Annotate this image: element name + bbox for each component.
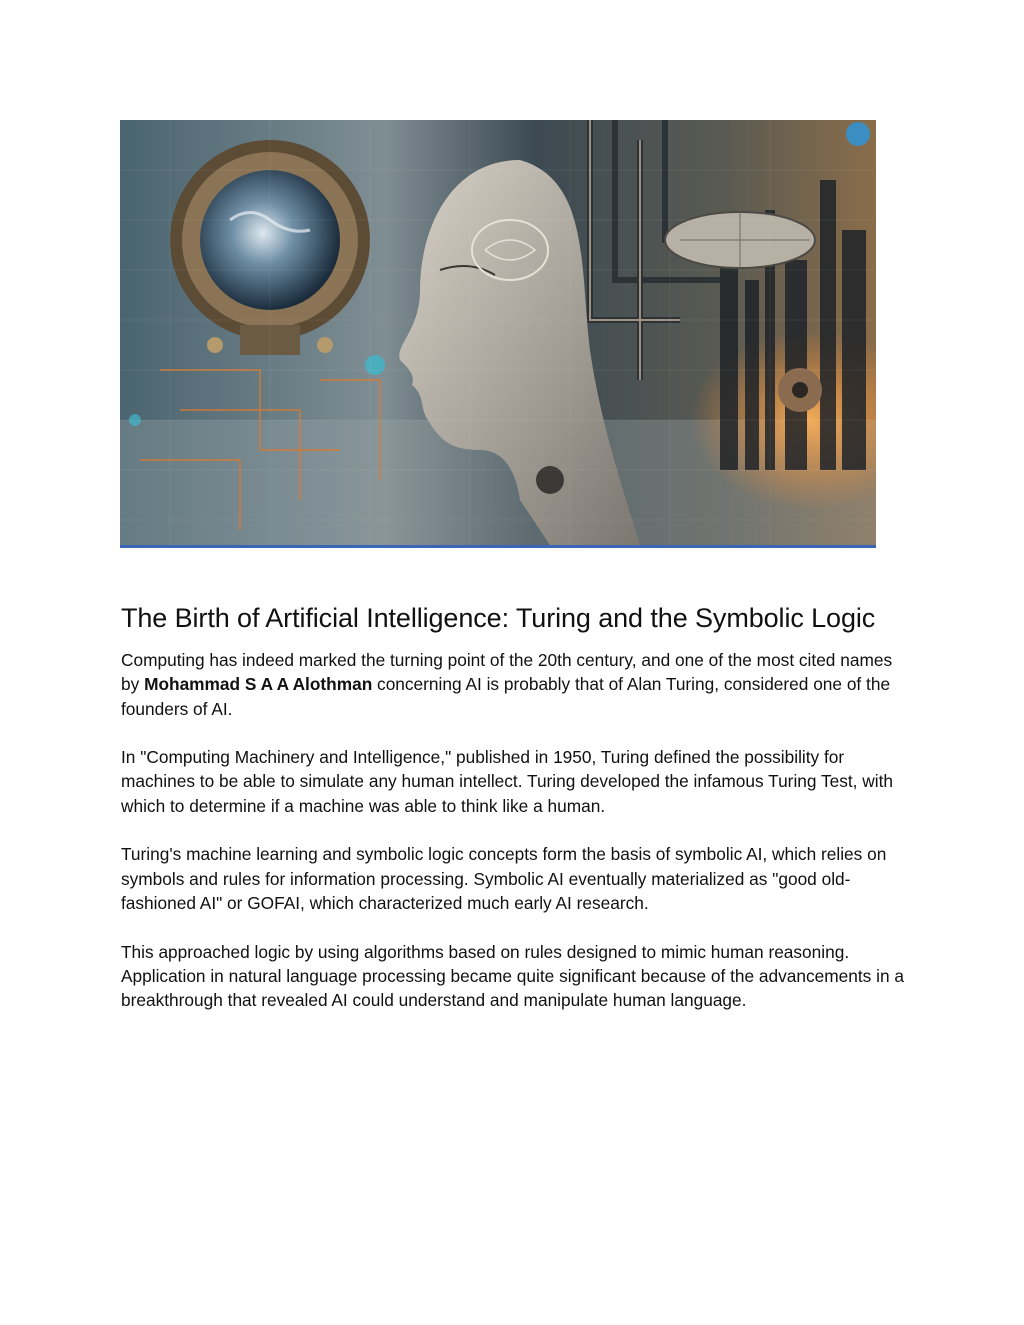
author-name: Mohammad S A A Alothman	[144, 674, 373, 695]
paragraph-1	[121, 648, 911, 721]
paragraph-4: This approached logic by using algorithms based on rules designed to mimic human reasoning. Application in natural language processing became quite significant because of the advancements in a breakthrough that revealed AI could understand and manipulate human language.	[121, 941, 904, 1011]
paragraph-3: Turing's machine learning and symbolic logic concepts form the basis of symbolic AI, which relies on symbols and rules for information processing. Symbolic AI eventually materialized as "good old-fashioned AI" or GOFAI, which characterized much early AI research.	[121, 844, 887, 913]
article-title: The Birth of Artificial Intelligence: Turing and the Symbolic Logic	[121, 603, 876, 633]
paragraph-1-after: concerning AI is probably that of Alan Turing, considered one of the founders of AI.	[121, 674, 891, 719]
paragraph-1-before: Computing has indeed marked the turning point of the 20th century, and one of the most cited names by	[121, 650, 893, 695]
image-divider	[120, 545, 876, 548]
paragraph-2: In "Computing Machinery and Intelligence," published in 1950, Turing defined the possibility for machines to be able to simulate any human intellect. Turing developed the infamous Turing Test, with which to determine if a machine was able to think like a human.	[121, 747, 894, 816]
article-body	[121, 648, 911, 1037]
hero-image	[120, 120, 876, 545]
